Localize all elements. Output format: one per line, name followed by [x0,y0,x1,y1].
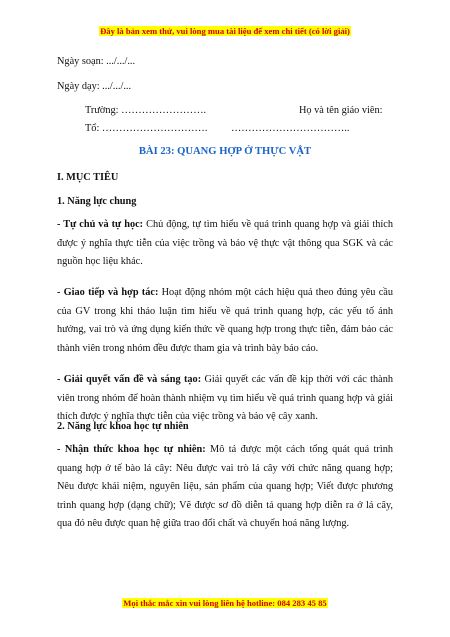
teacher-name-label: Họ và tên giáo viên: [299,105,383,116]
hotline-banner [0,598,450,608]
preview-banner [0,26,450,36]
preview-banner-text: Đây là bản xem thử, vui lòng mua tài liệu để xem chi tiết (có lời giải) [100,26,350,36]
hotline-banner-text: Mọi thắc mắc xin vui lòng liên hệ hotline: 084 283 45 85 [123,598,327,608]
paragraph-text: Chủ động, tự tìm hiểu về quá trình quang hợp và giải thích được ý nghĩa thực tiễn của việc trồng và bảo vệ thực vật thông qua SGK và các nguồn học liệu khác. [57,219,393,268]
paragraph-self-study [57,216,393,272]
teacher-name-dots: …………………………….. [231,123,350,134]
lesson-title: BÀI 23: QUANG HỢP Ở THỰC VẬT [138,146,312,157]
paragraph-text: Mô tả được một cách tổng quát quá trình quang hợp ở tế bào lá cây: Nêu được vai trò lá cây với chức năng quang hợp; Nêu được khái niệm, nguyên liệu, sản phẩm của quang hợp; Viết được phương trình quang hợp (dạng chữ); Vẽ được sơ đồ diễn tả quang hợp diễn ra ở lá cây, qua đó nêu được quan hệ giữa trao đổi chất và chuyển hoá năng lượng. [57,444,394,530]
paragraph-label: - Giải quyết vấn đề và sáng tạo: [57,374,202,385]
subsection-natural-science: 2. Năng lực khoa học tự nhiên [57,421,189,432]
paragraph-label: - Tự chủ và tự học: [57,219,144,230]
subsection-general-competence: 1. Năng lực chung [57,196,137,207]
paragraph-communication [57,284,393,358]
paragraph-text: Giải quyết các vấn đề kịp thời với các thành viên trong nhóm để hoàn thành nhiệm vụ tìm hiểu về quá trình quang hợp và giải thích được ý nghĩa thực tiễn của việc trồng và bảo vệ cây xanh. [57,374,393,423]
to-field: Tổ: …………………………. [85,123,208,134]
ngay-soan: Ngày soạn: .../.../... [57,56,136,67]
truong-field: Trường: ……………………. [85,105,207,116]
section-objectives: I. MỤC TIÊU [57,172,119,183]
paragraph-problem-solving [57,371,393,427]
paragraph-science-awareness [57,441,393,534]
ngay-day: Ngày dạy: .../.../... [57,81,132,92]
paragraph-label: - Nhận thức khoa học tự nhiên: [57,444,206,455]
paragraph-label: - Giao tiếp và hợp tác: [57,287,159,298]
paragraph-text: Hoạt động nhóm một cách hiệu quả theo đúng yêu cầu của GV trong khi thảo luận tìm hiểu về quá trình quang hợp, các yếu tố ánh hưởng, vai trò và ứng dụng kiến thức về quang hợp trong thực tiễn, đảm bảo các thành viên trong nhóm đều được tham gia và trình bày báo cáo. [57,287,393,354]
